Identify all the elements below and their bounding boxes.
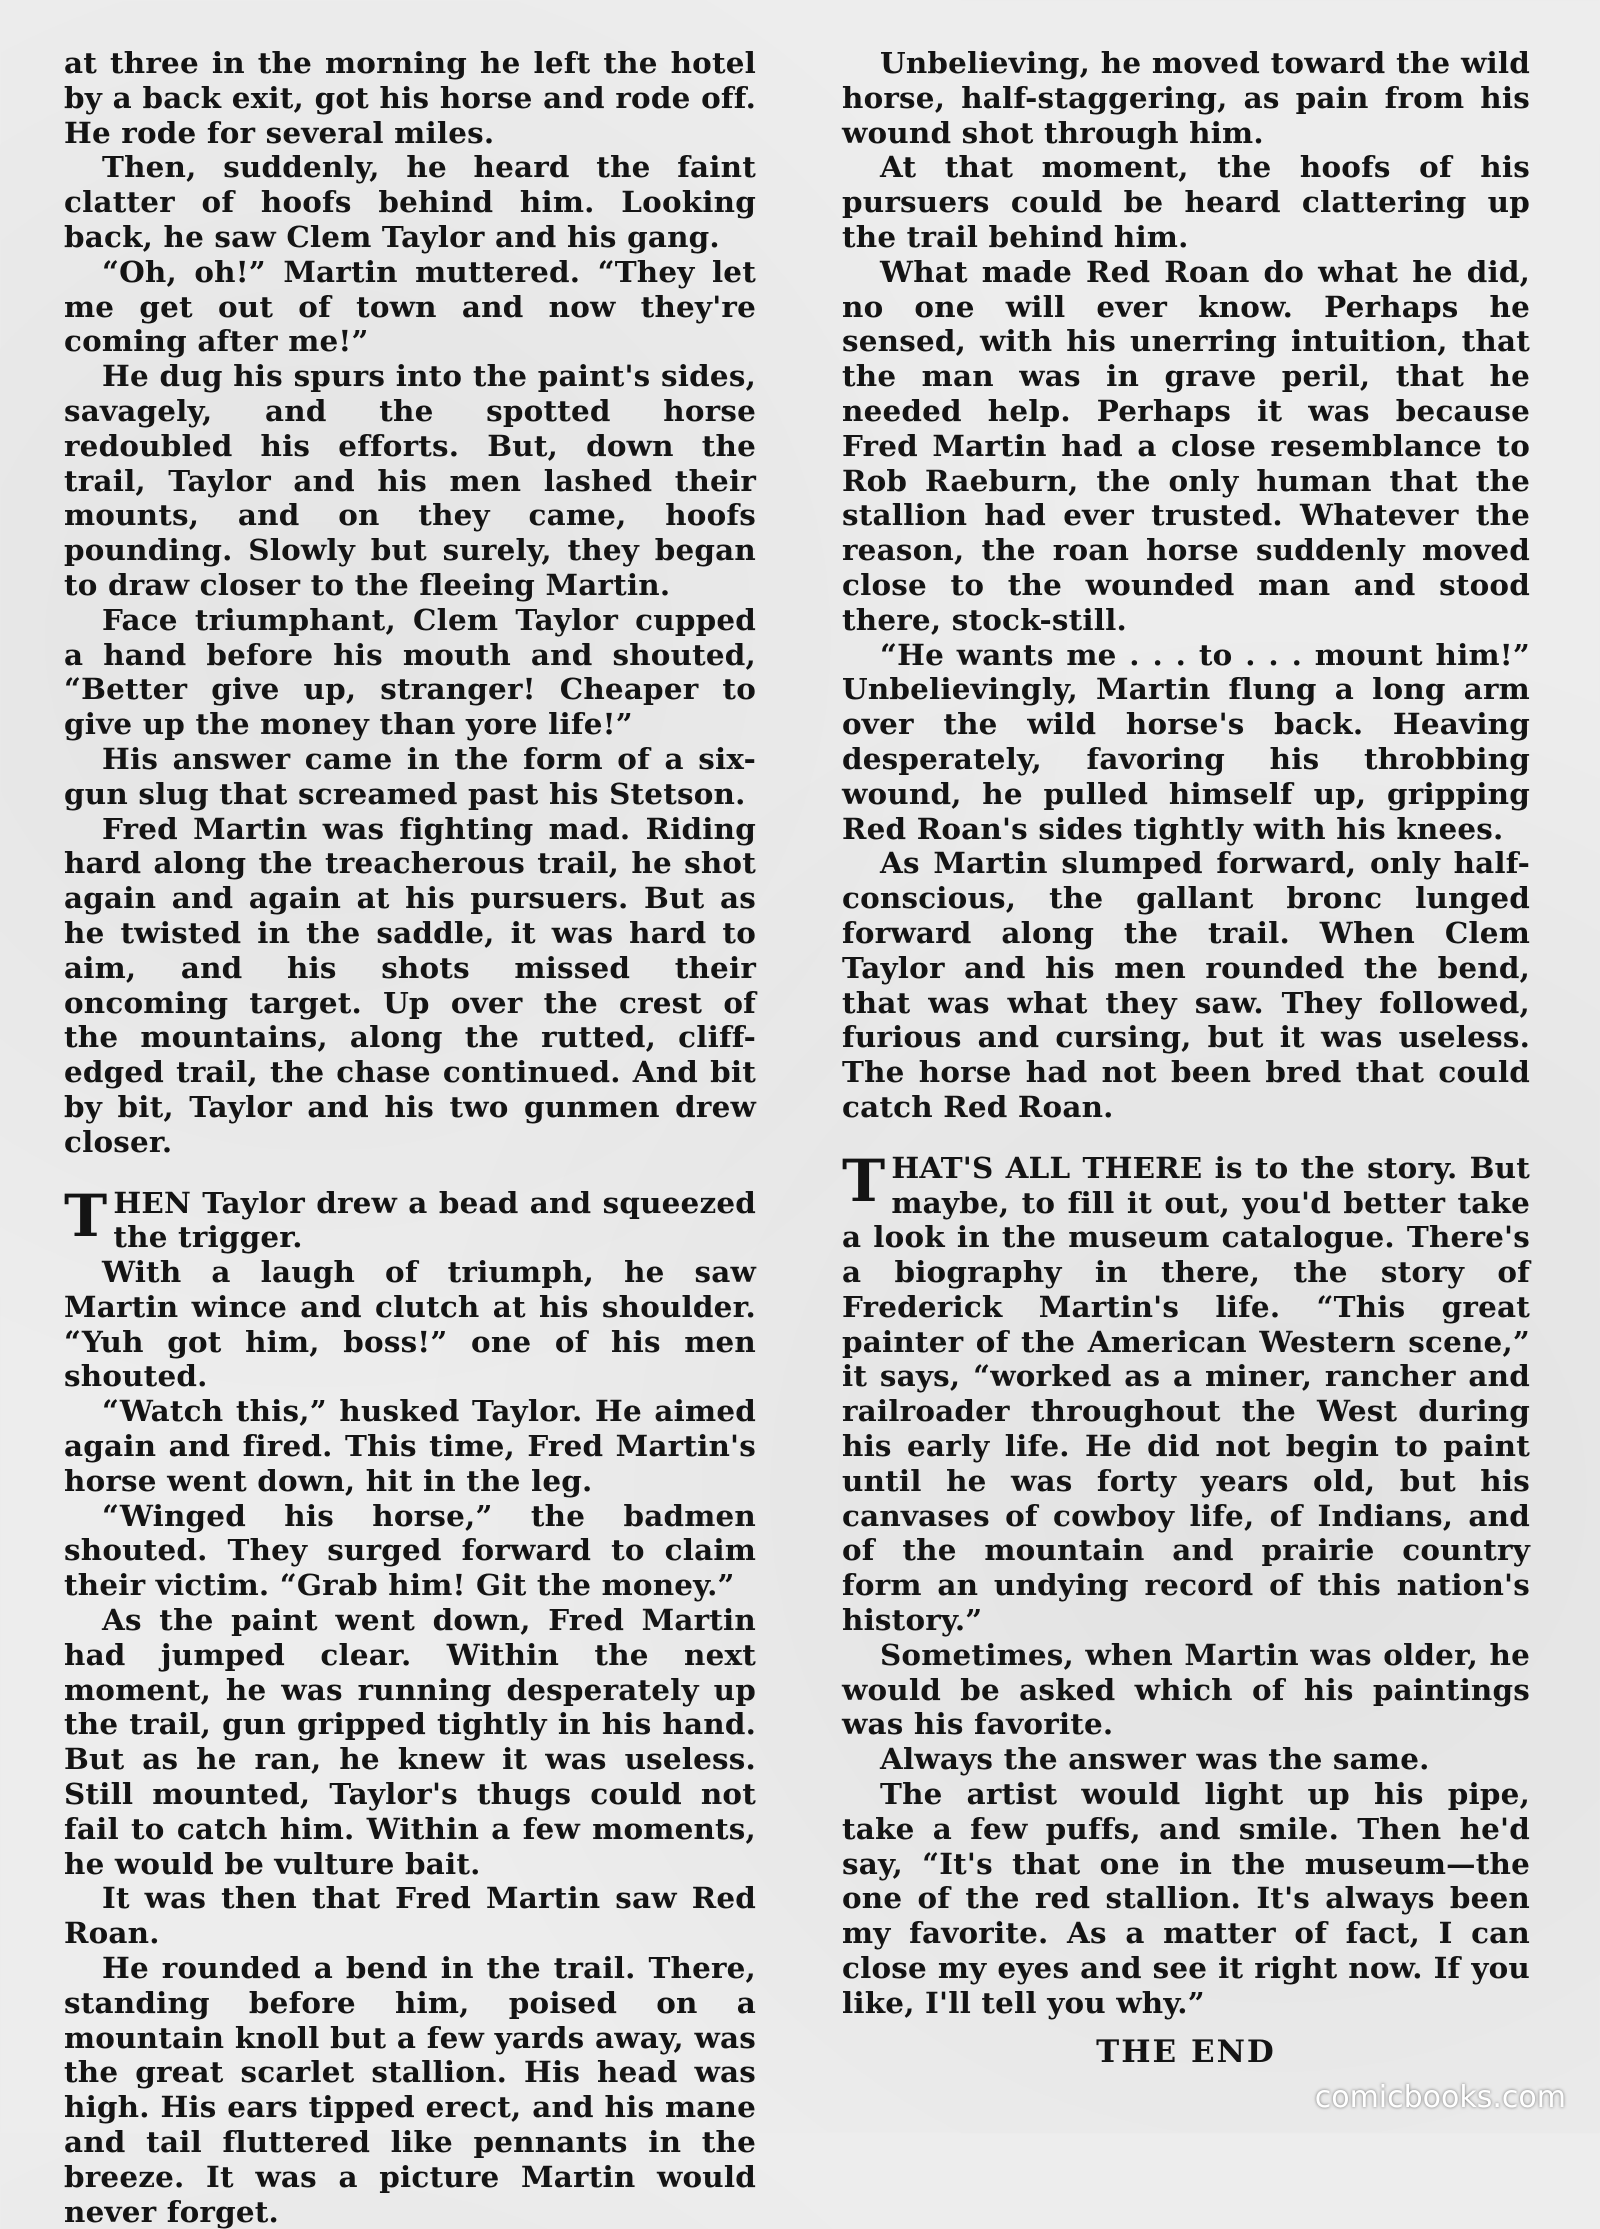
left-column [64, 46, 756, 2229]
story-paragraph: Face triumphant, Clem Taylor cupped a hand before his mouth and shouted, “Better give up, stranger! Cheaper to give up the money than yore life!” [64, 601, 756, 742]
story-paragraph: As the paint went down, Fred Martin had jumped clear. Within the next moment, he was running desperately up the trail, gun gripped tightly in his hand. But as he ran, he knew it was useless. Still mounted, Taylor's thugs could not fail to catch him. Within a few moments, he would be vulture bait. [64, 1602, 756, 1881]
story-paragraph: As Martin slumped forward, only half-conscious, the gallant bronc lunged forward along the trail. When Clem Taylor and his men rounded the bend, that was what they saw. They followed, furious and cursing, but it was useless. The horse had not been bred that could catch Red Roan. [842, 845, 1530, 1124]
section-lead-paragraph: HEN Taylor drew a bead and squeezed the trigger. [113, 1184, 756, 1255]
site-watermark: comicbooks.com [1314, 2080, 1566, 2115]
section-lead-paragraph: HAT'S ALL THERE is to the story. But maybe, to fill it out, you'd better take a look in the museum catalogue. There's a biography in there, the story of Frederick Martin's life. “This great painter of the American Western scene,” it says, “worked as a miner, rancher and railroader throughout the West during his early life. He did not begin to paint until he was forty years old, but his canvases of cowboy life, of Indians, and of the mountain and prairie country form an undying record of this nation's history.” [842, 1149, 1530, 1638]
section-break-left [64, 1181, 756, 1256]
drop-cap: T [842, 1146, 886, 1215]
story-paragraph: He dug his spurs into the paint's sides, savagely, and the spotted horse redoubled his efforts. But, down the trail, Taylor and his men lashed their mounts, and on they came, hoofs pounding. Slowly but surely, they began to draw closer to the fleeing Martin. [64, 358, 756, 602]
story-paragraph: Unbelieving, he moved toward the wild horse, half-staggering, as pain from his wound shot through him. [842, 45, 1530, 150]
right-column [842, 46, 1530, 2069]
story-paragraph: “Oh, oh!” Martin muttered. “They let me get out of town and now they're coming after me!” [64, 253, 756, 359]
story-paragraph: His answer came in the form of a six-gun slug that screamed past his Stetson. [64, 740, 756, 811]
story-paragraph: Always the answer was the same. [880, 1741, 1430, 1777]
story-paragraph: “Watch this,” husked Taylor. He aimed again and fired. This time, Fred Martin's horse went down, hit in the leg. [64, 1393, 756, 1498]
story-paragraph: What made Red Roan do what he did, no one will ever know. Perhaps he sensed, with his unerring intuition, that the man was in grave peril, that he needed help. Perhaps it was because Fred Martin had a close resemblance to Rob Raeburn, the only human that the stallion had ever trusted. Whatever the reason, the roan horse suddenly moved close to the wounded man and stood there, stock-still. [842, 253, 1530, 637]
story-paragraph: “He wants me . . . to . . . mount him!” Unbelievingly, Martin flung a long arm over the wild horse's back. Heaving desperately, favoring his throbbing wound, he pulled himself up, gripping Red Roan's sides tightly with his knees. [842, 636, 1530, 846]
story-paragraph: “Winged his horse,” the badmen shouted. They surged forward to claim their victim. “Grab him! Git the money.” [64, 1497, 756, 1603]
section-break-right [842, 1146, 1530, 1638]
story-paragraph: Fred Martin was fighting mad. Riding hard along the treacherous trail, he shot again and again at his pursuers. But as he twisted in the saddle, it was hard to aim, and his shots missed their oncoming target. Up over the crest of the mountains, along the rutted, cliff-edged trail, the chase continued. And bit by bit, Taylor and his two gunmen drew closer. [64, 810, 756, 1159]
story-paragraph: Then, suddenly, he heard the faint clatter of hoofs behind him. Looking back, he saw Clem Taylor and his gang. [64, 149, 756, 254]
story-paragraph: With a laugh of triumph, he saw Martin wince and clutch at his shoulder. “Yuh got him, boss!” one of his men shouted. [64, 1254, 756, 1394]
story-paragraph: He rounded a bend in the trail. There, standing before him, poised on a mountain knoll but a few yards away, was the great scarlet stallion. His head was high. His ears tipped erect, and his mane and tail fluttered like pennants in the breeze. It was a picture Martin would never forget. [64, 1950, 756, 2229]
story-paragraph: The artist would light up his pipe, take a few puffs, and smile. Then he'd say, “It's that one in the museum—the one of the red stallion. It's always been my favorite. As a matter of fact, I can close my eyes and see it right now. If you like, I'll tell you why.” [842, 1776, 1530, 2020]
the-end-heading: THE END [1096, 2033, 1276, 2070]
story-paragraph: Sometimes, when Martin was older, he would be asked which of his paintings was his favorite. [842, 1636, 1530, 1742]
drop-cap: T [64, 1181, 108, 1250]
story-paragraph: at three in the morning he left the hotel by a back exit, got his horse and rode off. He rode for several miles. [64, 45, 756, 150]
story-paragraph: At that moment, the hoofs of his pursuers could be heard clattering up the trail behind him. [842, 149, 1530, 254]
story-paragraph: It was then that Fred Martin saw Red Roan. [64, 1880, 756, 1951]
